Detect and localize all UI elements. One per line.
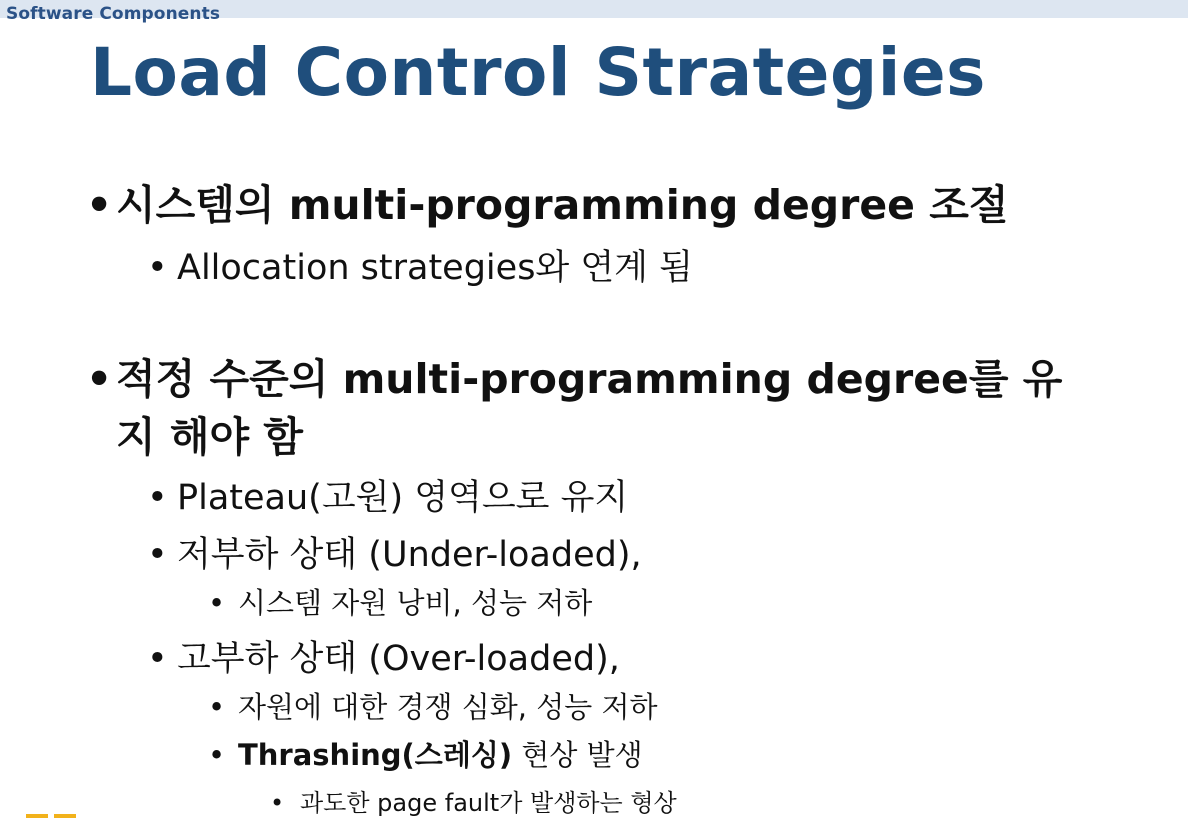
bullet-level3-item — [208, 685, 658, 726]
bullet-marker: • — [147, 248, 168, 288]
bullet-marker: • — [147, 639, 168, 679]
bullet-marker: • — [147, 478, 168, 518]
course-label: Software Components — [6, 4, 221, 24]
bullet-level3-item — [208, 733, 643, 774]
bullet-text: 시스템 자원 낭비, 성능 저하 — [238, 586, 593, 620]
bullet-text: Allocation strategies와 연계 됨 — [177, 248, 693, 288]
bullet-text: 현상 발생 — [512, 738, 643, 772]
bullet-marker: • — [86, 181, 113, 229]
slide-title: Load Control Strategies — [90, 34, 986, 111]
bullet-text: 적정 수준의 multi-programming degree를 유 — [116, 355, 1063, 403]
bullet-marker: • — [208, 738, 226, 772]
bullet-text: 고부하 상태 (Over-loaded), — [177, 639, 620, 679]
bullet-level2-item — [147, 527, 642, 577]
bullet-text: 자원에 대한 경쟁 심화, 성능 저하 — [238, 690, 658, 724]
logo-mark — [26, 814, 76, 824]
bullet-marker: • — [208, 586, 226, 620]
bullet-text: 과도한 page fault가 발생하는 형상 — [300, 789, 677, 817]
bullet-level2-item — [147, 631, 620, 681]
bullet-text-continuation: 지 해야 함 — [116, 413, 303, 461]
bullet-text: 저부하 상태 (Under-loaded), — [177, 535, 642, 575]
bullet-level4-item — [270, 783, 677, 818]
bullet-marker: • — [208, 690, 226, 724]
bullet-marker: • — [86, 355, 113, 403]
bullet-level1-item — [86, 346, 1062, 405]
bullet-level2-item — [147, 470, 628, 520]
bullet-level3-item — [208, 581, 592, 622]
bullet-level1-item — [86, 172, 1008, 231]
bullet-level2-item — [147, 240, 693, 290]
bullet-marker: • — [147, 535, 168, 575]
bullet-text-bold: Thrashing(스레싱) — [238, 738, 513, 772]
bullet-marker: • — [270, 789, 285, 817]
bullet-text: Plateau(고원) 영역으로 유지 — [177, 478, 629, 518]
bullet-text: 시스템의 multi-programming degree 조절 — [116, 181, 1009, 229]
